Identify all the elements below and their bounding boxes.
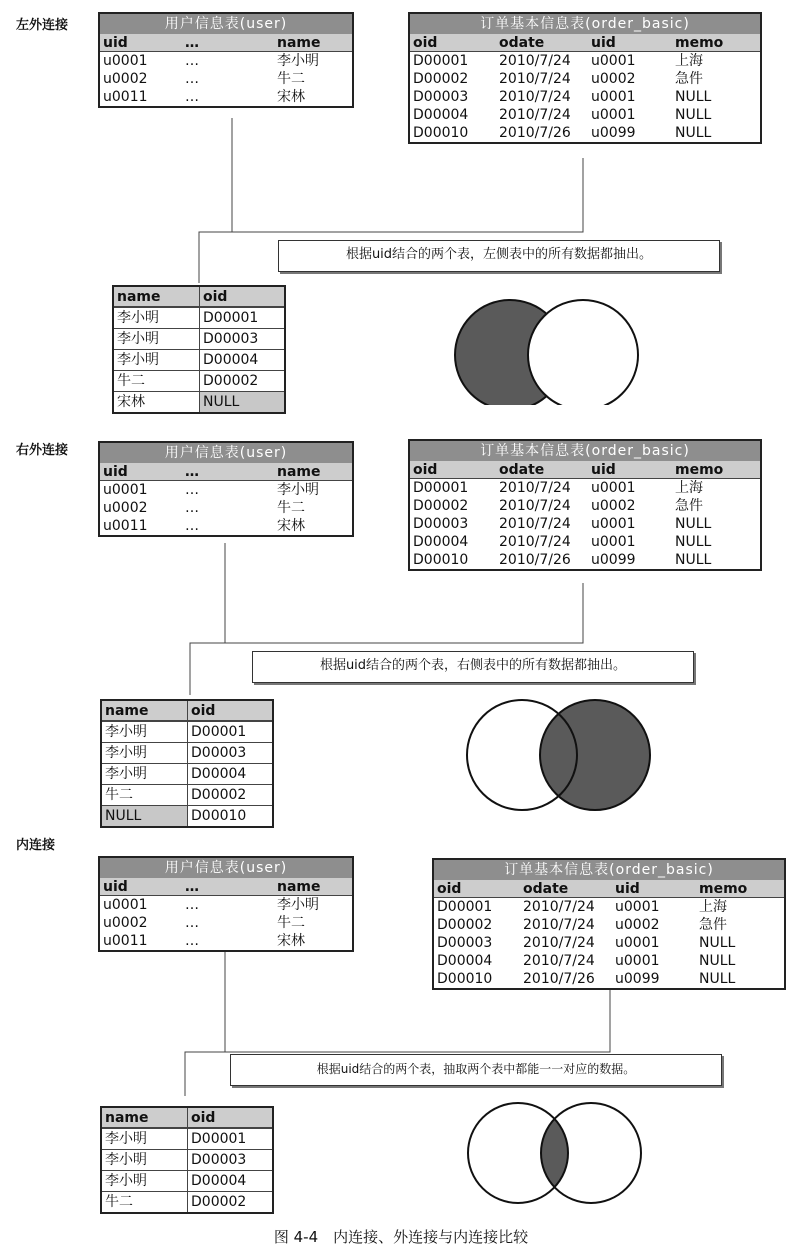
header-cell: oid	[188, 701, 272, 721]
cell: …	[185, 53, 199, 69]
header-cell: memo	[672, 34, 760, 52]
result-row	[102, 763, 272, 784]
table-title: 订单基本信息表(order_basic)	[410, 441, 760, 461]
right-set-circle	[528, 300, 638, 405]
cell: D00002	[413, 498, 469, 514]
section-label: 右外连接	[16, 443, 69, 458]
table-row	[100, 932, 352, 950]
right-outer-join-panel	[0, 425, 802, 830]
cell: NULL	[675, 125, 712, 141]
null-cell: NULL	[200, 392, 284, 412]
cell: …	[185, 518, 199, 534]
table-row	[410, 124, 760, 142]
header-cell: …	[182, 34, 274, 52]
cell: …	[185, 482, 199, 498]
result-table	[100, 1106, 274, 1214]
cell: 李小明	[277, 53, 319, 69]
cell: 李小明	[102, 1171, 188, 1191]
cell: D00010	[413, 125, 469, 141]
cell: 急件	[699, 917, 727, 933]
cell: 急件	[675, 71, 703, 87]
order-connector	[225, 988, 610, 1052]
table-row	[100, 896, 352, 914]
table-row	[410, 479, 760, 497]
cell: D00004	[203, 352, 259, 368]
cell: NULL	[699, 953, 736, 969]
header-cell: name	[274, 34, 352, 52]
cell: D00004	[191, 1173, 247, 1189]
inner-join-panel	[0, 828, 802, 1233]
result-row	[102, 805, 272, 826]
cell: 2010/7/26	[499, 125, 571, 141]
cell: u0011	[103, 933, 148, 949]
cell: NULL	[675, 89, 712, 105]
user-table	[98, 12, 354, 108]
result-header-row	[102, 1108, 272, 1128]
cell: 2010/7/26	[523, 971, 595, 987]
cell: 上海	[675, 480, 703, 496]
cell: D00002	[437, 917, 493, 933]
cell: NULL	[675, 534, 712, 550]
table-title: 订单基本信息表(order_basic)	[410, 14, 760, 34]
cell: 李小明	[114, 308, 200, 328]
cell: 宋林	[114, 392, 200, 412]
result-row	[102, 1128, 272, 1149]
cell: 上海	[699, 899, 727, 915]
header-cell: oid	[410, 34, 496, 52]
cell: …	[185, 500, 199, 516]
cell: …	[185, 915, 199, 931]
cell: 2010/7/24	[499, 516, 571, 532]
header-cell: …	[182, 878, 274, 896]
cell: u0011	[103, 518, 148, 534]
cell: u0002	[615, 917, 660, 933]
cell: …	[185, 71, 199, 87]
cell: u0001	[615, 899, 660, 915]
cell: D00004	[437, 953, 493, 969]
cell: D00003	[413, 516, 469, 532]
table-header-row	[434, 880, 784, 898]
cell: D00004	[413, 534, 469, 550]
cell: NULL	[675, 516, 712, 532]
cell: 牛二	[277, 915, 305, 931]
header-cell: name	[102, 1108, 188, 1128]
header-cell: uid	[588, 34, 672, 52]
result-row	[102, 721, 272, 742]
cell: u0002	[103, 500, 148, 516]
result-table	[112, 285, 286, 414]
result-table	[100, 699, 274, 828]
cell: u0002	[103, 71, 148, 87]
cell: 牛二	[102, 1192, 188, 1212]
header-cell: oid	[200, 287, 284, 307]
table-header-row	[100, 463, 352, 481]
cell: 牛二	[102, 785, 188, 805]
header-cell: uid	[100, 878, 182, 896]
cell: D00002	[413, 71, 469, 87]
cell: 2010/7/24	[499, 480, 571, 496]
table-row	[100, 88, 352, 106]
right-set-circle	[540, 700, 650, 810]
table-title: 用户信息表(user)	[100, 443, 352, 463]
table-row	[410, 70, 760, 88]
cell: D00010	[437, 971, 493, 987]
table-row	[100, 517, 352, 535]
cell: 李小明	[102, 764, 188, 784]
result-row	[114, 370, 284, 391]
cell: 2010/7/24	[523, 953, 595, 969]
cell: u0099	[591, 125, 636, 141]
cell: u0001	[591, 107, 636, 123]
user-connector	[190, 543, 225, 695]
cell: u0001	[103, 482, 148, 498]
header-cell: name	[114, 287, 200, 307]
table-row	[410, 497, 760, 515]
user-connector	[185, 946, 225, 1096]
order-connector	[225, 583, 583, 643]
cell: D00001	[203, 310, 259, 326]
cell: 宋林	[277, 518, 305, 534]
cell: D00001	[413, 480, 469, 496]
cell: D00010	[191, 808, 247, 824]
table-header-row	[100, 34, 352, 52]
user-table	[98, 856, 354, 952]
cell: 2010/7/24	[499, 498, 571, 514]
cell: 牛二	[277, 500, 305, 516]
cell: 2010/7/24	[523, 917, 595, 933]
table-row	[100, 499, 352, 517]
result-header-row	[102, 701, 272, 721]
cell: 2010/7/24	[499, 89, 571, 105]
order-table	[408, 12, 762, 144]
cell: D00003	[191, 1152, 247, 1168]
table-header-row	[410, 461, 760, 479]
user-table	[98, 441, 354, 537]
table-row	[410, 515, 760, 533]
cell: D00002	[191, 787, 247, 803]
result-header-row	[114, 287, 284, 307]
cell: D00001	[191, 1131, 247, 1147]
cell: u0099	[591, 552, 636, 568]
table-title: 订单基本信息表(order_basic)	[434, 860, 784, 880]
header-cell: name	[102, 701, 188, 721]
cell: D00003	[191, 745, 247, 761]
cell: NULL	[675, 552, 712, 568]
result-row	[114, 328, 284, 349]
result-row	[102, 1149, 272, 1170]
result-row	[102, 742, 272, 763]
header-cell: oid	[434, 880, 520, 898]
order-table	[408, 439, 762, 571]
cell: 2010/7/24	[499, 534, 571, 550]
cell: 李小明	[102, 1150, 188, 1170]
cell: D00001	[413, 53, 469, 69]
cell: 李小明	[114, 350, 200, 370]
cell: u0001	[591, 480, 636, 496]
cell: D00004	[413, 107, 469, 123]
cell: 急件	[675, 498, 703, 514]
table-header-row	[410, 34, 760, 52]
cell: u0001	[615, 935, 660, 951]
header-cell: uid	[100, 463, 182, 481]
cell: 2010/7/24	[499, 107, 571, 123]
table-title: 用户信息表(user)	[100, 858, 352, 878]
result-row	[114, 391, 284, 412]
cell: u0011	[103, 89, 148, 105]
table-row	[100, 52, 352, 70]
section-label: 内连接	[16, 838, 56, 853]
cell: NULL	[699, 935, 736, 951]
cell: 牛二	[114, 371, 200, 391]
table-row	[434, 970, 784, 988]
order-connector	[232, 158, 583, 232]
header-cell: oid	[410, 461, 496, 479]
header-cell: uid	[100, 34, 182, 52]
join-note: 根据uid结合的两个表，右侧表中的所有数据都抽出。	[252, 651, 694, 683]
cell: NULL	[675, 107, 712, 123]
table-title: 用户信息表(user)	[100, 14, 352, 34]
result-row	[102, 1191, 272, 1212]
cell: D00001	[437, 899, 493, 915]
cell: u0001	[591, 516, 636, 532]
table-row	[434, 934, 784, 952]
cell: 牛二	[277, 71, 305, 87]
cell: u0001	[103, 897, 148, 913]
cell: D00001	[191, 724, 247, 740]
header-cell: uid	[588, 461, 672, 479]
table-row	[100, 914, 352, 932]
cell: 李小明	[102, 1129, 188, 1149]
header-cell: odate	[496, 34, 588, 52]
figure-caption: 图 4-4 内连接、外连接与内连接比较	[273, 1228, 529, 1246]
cell: 李小明	[102, 722, 188, 742]
cell: 2010/7/24	[523, 899, 595, 915]
user-connector	[199, 118, 232, 283]
header-cell: name	[274, 463, 352, 481]
cell: D00003	[413, 89, 469, 105]
cell: u0001	[591, 53, 636, 69]
cell: u0002	[591, 71, 636, 87]
table-row	[410, 106, 760, 124]
result-row	[114, 307, 284, 328]
cell: 2010/7/24	[499, 71, 571, 87]
cell: u0002	[103, 915, 148, 931]
cell: NULL	[699, 971, 736, 987]
table-row	[100, 70, 352, 88]
cell: D00003	[437, 935, 493, 951]
header-cell: uid	[612, 880, 696, 898]
cell: 李小明	[114, 329, 200, 349]
table-row	[410, 52, 760, 70]
table-row	[434, 898, 784, 916]
header-cell: …	[182, 463, 274, 481]
cell: D00010	[413, 552, 469, 568]
cell: D00003	[203, 331, 259, 347]
table-row	[100, 481, 352, 499]
null-cell: NULL	[102, 806, 188, 826]
cell: u0001	[591, 534, 636, 550]
cell: …	[185, 933, 199, 949]
cell: 宋林	[277, 89, 305, 105]
cell: 上海	[675, 53, 703, 69]
cell: u0001	[103, 53, 148, 69]
cell: 宋林	[277, 933, 305, 949]
cell: 李小明	[277, 897, 319, 913]
left-outer-join-panel	[0, 0, 802, 410]
table-row	[434, 916, 784, 934]
header-cell: odate	[520, 880, 612, 898]
result-row	[102, 1170, 272, 1191]
header-cell: name	[274, 878, 352, 896]
table-row	[410, 533, 760, 551]
table-header-row	[100, 878, 352, 896]
header-cell: memo	[672, 461, 760, 479]
cell: u0002	[591, 498, 636, 514]
result-row	[102, 784, 272, 805]
cell: u0001	[615, 953, 660, 969]
header-cell: memo	[696, 880, 784, 898]
cell: 2010/7/24	[523, 935, 595, 951]
order-table	[432, 858, 786, 990]
cell: u0001	[591, 89, 636, 105]
cell: 2010/7/24	[499, 53, 571, 69]
cell: …	[185, 897, 199, 913]
section-label: 左外连接	[16, 18, 69, 33]
header-cell: oid	[188, 1108, 272, 1128]
join-note: 根据uid结合的两个表，抽取两个表中都能一一对应的数据。	[230, 1054, 722, 1086]
table-row	[434, 952, 784, 970]
cell: 李小明	[102, 743, 188, 763]
cell: D00004	[191, 766, 247, 782]
cell: 李小明	[277, 482, 319, 498]
result-row	[114, 349, 284, 370]
join-note: 根据uid结合的两个表，左侧表中的所有数据都抽出。	[278, 240, 720, 272]
cell: …	[185, 89, 199, 105]
cell: u0099	[615, 971, 660, 987]
table-row	[410, 88, 760, 106]
cell: 2010/7/26	[499, 552, 571, 568]
cell: D00002	[203, 373, 259, 389]
cell: D00002	[191, 1194, 247, 1210]
table-row	[410, 551, 760, 569]
header-cell: odate	[496, 461, 588, 479]
